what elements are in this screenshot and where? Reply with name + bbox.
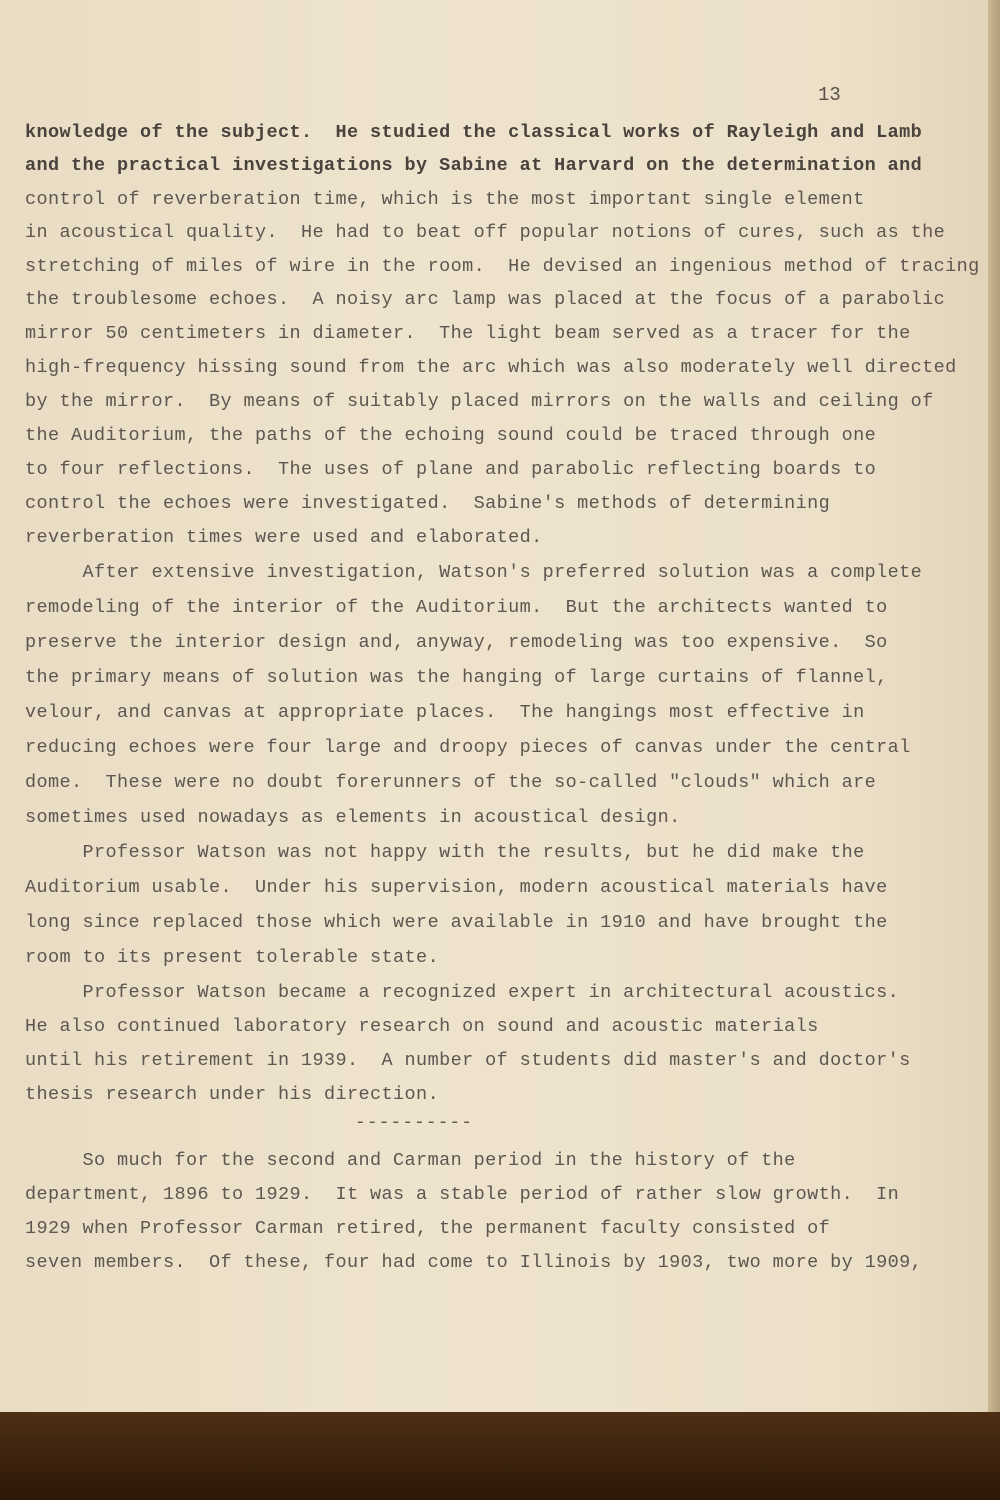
text-line: the troublesome echoes. A noisy arc lamp was placed at the focus of a parabolic xyxy=(25,289,946,310)
text-line: control of reverberation time, which is the most important single element xyxy=(25,189,865,210)
text-line: reverberation times were used and elaborated. xyxy=(25,527,543,548)
text-line: velour, and canvas at appropriate places. The hangings most effective in xyxy=(25,702,865,723)
text-line: preserve the interior design and, anyway, remodeling was too expensive. So xyxy=(25,632,888,653)
text-line: Professor Watson was not happy with the results, but he did make the xyxy=(25,842,865,863)
text-line: 1929 when Professor Carman retired, the permanent faculty consisted of xyxy=(25,1218,831,1239)
text-line: to four reflections. The uses of plane and parabolic reflecting boards to xyxy=(25,459,877,480)
text-line: long since replaced those which were available in 1910 and have brought the xyxy=(25,912,888,933)
text-line: dome. These were no doubt forerunners of the so-called "clouds" which are xyxy=(25,772,877,793)
text-line: until his retirement in 1939. A number of students did master's and doctor's xyxy=(25,1050,911,1071)
text-line: stretching of miles of wire in the room. He devised an ingenious method of tracing xyxy=(25,256,980,277)
text-line: high-frequency hissing sound from the arc which was also moderately well directed xyxy=(25,357,957,378)
page-edge xyxy=(988,0,1000,1412)
text-line: remodeling of the interior of the Auditorium. But the architects wanted to xyxy=(25,597,888,618)
text-line: in acoustical quality. He had to beat off popular notions of cures, such as the xyxy=(25,222,946,243)
text-line: knowledge of the subject. He studied the classical works of Rayleigh and Lamb xyxy=(25,122,923,143)
text-line: thesis research under his direction. xyxy=(25,1084,440,1105)
table-surface xyxy=(0,1412,1000,1500)
text-line: So much for the second and Carman period in the history of the xyxy=(25,1150,796,1171)
section-separator: ---------- xyxy=(355,1113,474,1133)
text-line: and the practical investigations by Sabine at Harvard on the determination and xyxy=(25,155,923,176)
text-line: department, 1896 to 1929. It was a stable period of rather slow growth. In xyxy=(25,1184,900,1205)
text-line: mirror 50 centimeters in diameter. The light beam served as a tracer for the xyxy=(25,323,911,344)
text-line: seven members. Of these, four had come to Illinois by 1903, two more by 1909, xyxy=(25,1252,923,1273)
text-line: After extensive investigation, Watson's preferred solution was a complete xyxy=(25,562,923,583)
text-line: the primary means of solution was the hanging of large curtains of flannel, xyxy=(25,667,888,688)
text-line: by the mirror. By means of suitably placed mirrors on the walls and ceiling of xyxy=(25,391,934,412)
text-line: reducing echoes were four large and droopy pieces of canvas under the central xyxy=(25,737,911,758)
text-line: sometimes used nowadays as elements in acoustical design. xyxy=(25,807,681,828)
text-line: Professor Watson became a recognized expert in architectural acoustics. xyxy=(25,982,900,1003)
page-number: 13 xyxy=(818,84,841,106)
text-line: He also continued laboratory research on sound and acoustic materials xyxy=(25,1016,819,1037)
text-line: room to its present tolerable state. xyxy=(25,947,440,968)
text-line: Auditorium usable. Under his supervision, modern acoustical materials have xyxy=(25,877,888,898)
text-line: the Auditorium, the paths of the echoing sound could be traced through one xyxy=(25,425,877,446)
text-line: control the echoes were investigated. Sabine's methods of determining xyxy=(25,493,831,514)
